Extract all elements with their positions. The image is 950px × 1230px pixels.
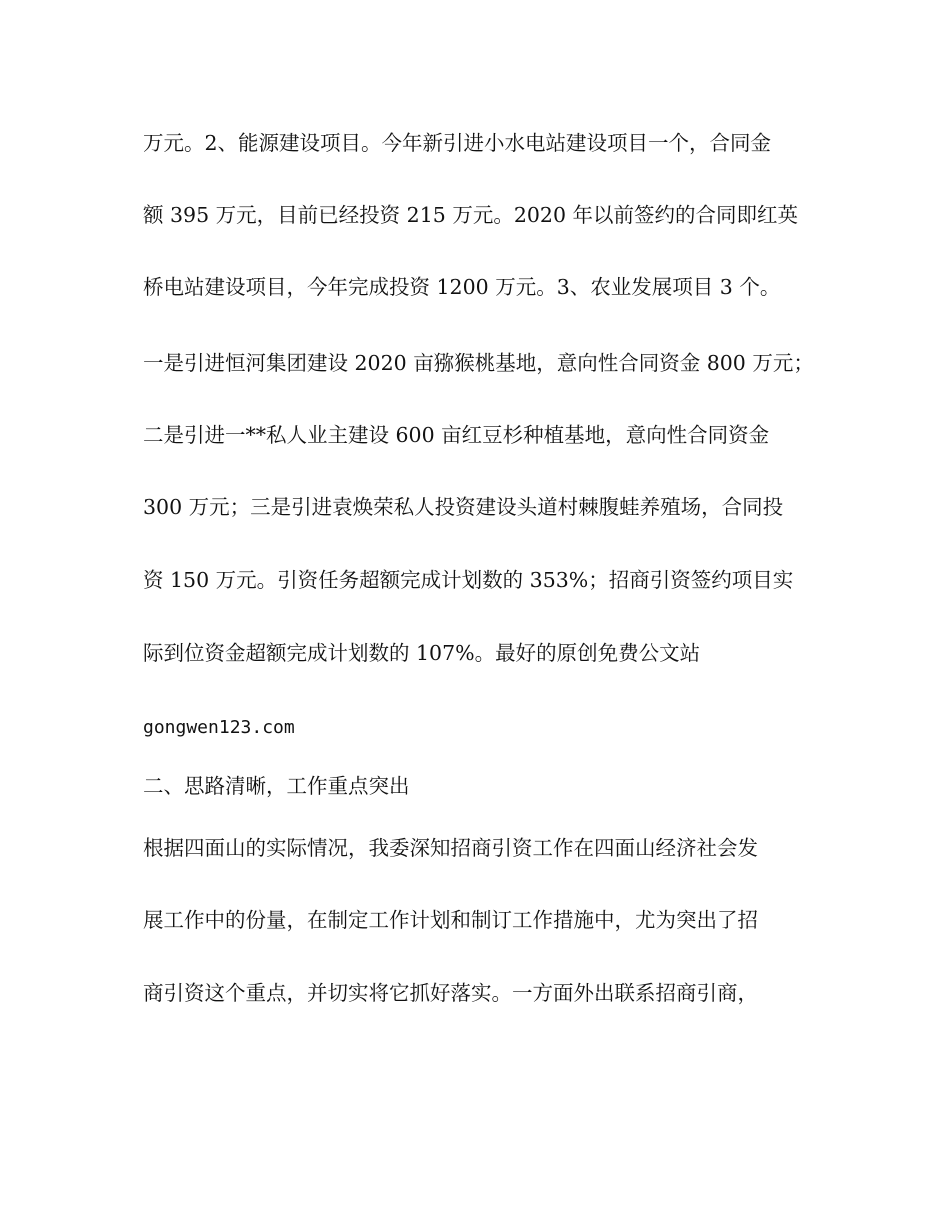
paragraph-line: 资 150 万元。引资任务超额完成计划数的 353%；招商引资签约项目实 <box>143 568 794 592</box>
paragraph-line: 展工作中的份量，在制定工作计划和制订工作措施中，尤为突出了招 <box>143 908 758 932</box>
paragraph-line: 万元。2、能源建设项目。今年新引进小水电站建设项目一个，合同金 <box>143 131 772 155</box>
paragraph-line: 桥电站建设项目，今年完成投资 1200 万元。3、农业发展项目 3 个。 <box>143 275 781 299</box>
paragraph-line: 际到位资金超额完成计划数的 107%。最好的原创免费公文站 <box>143 641 701 665</box>
paragraph-line: 二是引进一**私人业主建设 600 亩红豆杉种植基地，意向性合同资金 <box>143 423 770 447</box>
paragraph-line: 300 万元；三是引进袁焕荣私人投资建设头道村棘腹蛙养殖场，合同投 <box>143 495 784 519</box>
website-link-text: gongwen123.com <box>143 717 295 738</box>
paragraph-line: 一是引进恒河集团建设 2020 亩猕猴桃基地，意向性合同资金 800 万元； <box>143 351 814 375</box>
paragraph-line: 根据四面山的实际情况，我委深知招商引资工作在四面山经济社会发 <box>143 836 758 860</box>
paragraph-line: 商引资这个重点，并切实将它抓好落实。一方面外出联系招商引商， <box>143 981 758 1005</box>
section-heading: 二、思路清晰，工作重点突出 <box>143 774 410 798</box>
paragraph-line: 额 395 万元，目前已经投资 215 万元。2020 年以前签约的合同即红英 <box>143 203 799 227</box>
